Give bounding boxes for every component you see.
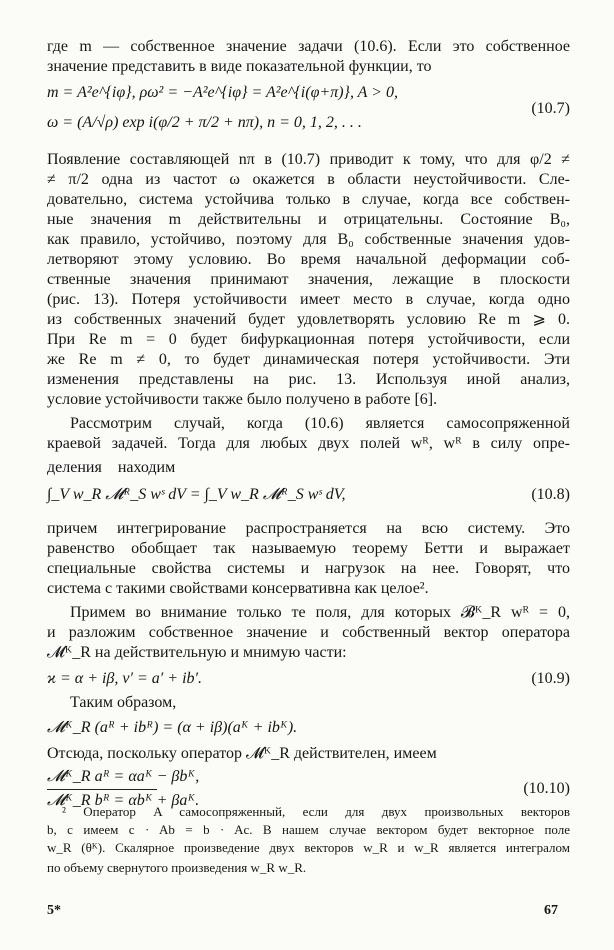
text-line: значение представить в виде показательной функции, то xyxy=(47,58,432,75)
text-line: ные значения m действительны и отрицательны. Состояние B₀, xyxy=(47,211,570,228)
text-line: причем интегрирование распространяется на всю систему. Это xyxy=(47,520,570,537)
equation-10-10-line-1: 𝓜ᴷ_R aᴿ = αaᴷ − βbᴷ, xyxy=(47,768,200,785)
text-line: Отсюда, поскольку оператор 𝓜ᴷ_R действителен, имеем xyxy=(47,745,437,762)
equation-number: (10.8) xyxy=(531,486,570,503)
text-line: (рис. 13). Потеря устойчивости имеет место в случае, когда одно xyxy=(47,291,570,308)
footnote-line: по объему свернутого произведения w_R w_R. xyxy=(47,860,307,875)
page-number: 67 xyxy=(544,903,558,918)
text-line: как правило, устойчиво, поэтому для B₀ собственные значения удов- xyxy=(47,231,570,248)
equation-10-8: ∫_V w_R 𝓜ᴿ_S wˢ dV = ∫_V w_R 𝓜ᴿ_S wˢ dV, xyxy=(47,486,346,503)
footnote-line: w_R (θᴷ). Скалярное произведение двух векторов w_R и w_R является интегралом xyxy=(47,840,570,855)
equation-unnumbered: 𝓜ᴷ_R (aᴿ + ibᴿ) = (α + iβ)(aᴷ + ibᴷ). xyxy=(47,719,298,736)
text-line: ≠ π/2 одна из частот ω окажется в области неустойчивости. Сле- xyxy=(47,171,570,188)
footnote-divider xyxy=(47,789,157,790)
text-line: где m — собственное значение задачи (10.6). Если это собственное xyxy=(47,38,570,55)
text-line: система с такими свойствами консервативна как целое². xyxy=(47,580,429,597)
text-line: довательно, система устойчива только в случае, когда все собствен- xyxy=(47,191,570,208)
paragraph-first-line: Таким образом, xyxy=(70,694,177,711)
text-line: Появление составляющей nπ в (10.7) приводит к тому, что для φ/2 ≠ xyxy=(47,151,570,168)
text-line: специальные свойства системы и нагрузок на нее. Говорят, что xyxy=(47,560,570,577)
text-line: из собственных значений будет удовлетворять условию Re m ⩾ 0. xyxy=(47,311,570,328)
printer-signature: 5* xyxy=(47,903,61,918)
text-line: краевой задачей. Тогда для любых двух полей wᴿ, wᴿ в силу опре- xyxy=(47,435,570,452)
text-line: же Re m ≠ 0, то будет динамическая потеря устойчивости. Эти xyxy=(47,351,570,368)
paragraph-first-line: Рассмотрим случай, когда (10.6) является самосопряженной xyxy=(70,415,570,432)
equation-10-7-line-1: m = A²e^{iφ}, ρω² = −A²e^{iφ} = A²e^{i(φ+π)}, A > 0, xyxy=(47,84,398,101)
equation-number: (10.10) xyxy=(523,780,570,797)
text-line: и разложим собственное значение и собственный вектор оператора xyxy=(47,624,570,641)
equation-10-9: ϰ = α + iβ, v′ = a′ + ib′. xyxy=(47,670,203,687)
text-line: ственные значения принимают значения, лежащие в плоскости xyxy=(47,271,570,288)
footnote-line: b, c имеем c · Ab = b · Ac. В нашем случае вектором будет векторное поле xyxy=(47,822,570,837)
equation-10-7-line-2: ω = (A/√ρ) exp i(φ/2 + π/2 + nπ), n = 0, 1, 2, . . . xyxy=(47,114,362,131)
text-line: изменения представлены на рис. 13. Используя иной анализ, xyxy=(47,371,570,388)
footnote-line: ² Оператор A самосопряженный, если для двух произвольных векторов xyxy=(62,804,570,819)
text-line: летворяют этому условию. Во время начальной деформации соб- xyxy=(47,251,570,268)
text-line: 𝓜ᴷ_R на действительную и мнимую части: xyxy=(47,644,347,661)
text-line: При Re m = 0 будет бифуркационная потеря устойчивости, если xyxy=(47,331,570,348)
text-line: деления находим xyxy=(47,459,176,476)
text-line: равенство обобщает так называемую теорему Бетти и выражает xyxy=(47,540,570,557)
equation-10-10-line-2: 𝓜ᴷ_R bᴿ = αbᴷ + βaᴷ. xyxy=(47,792,200,809)
equation-number: (10.7) xyxy=(531,100,570,117)
text-line: условие устойчивости также было получено в работе [6]. xyxy=(47,391,438,408)
paragraph-first-line: Примем во внимание только те поля, для которых 𝓑ᴷ_R wᴿ = 0, xyxy=(70,604,570,621)
equation-number: (10.9) xyxy=(531,670,570,687)
